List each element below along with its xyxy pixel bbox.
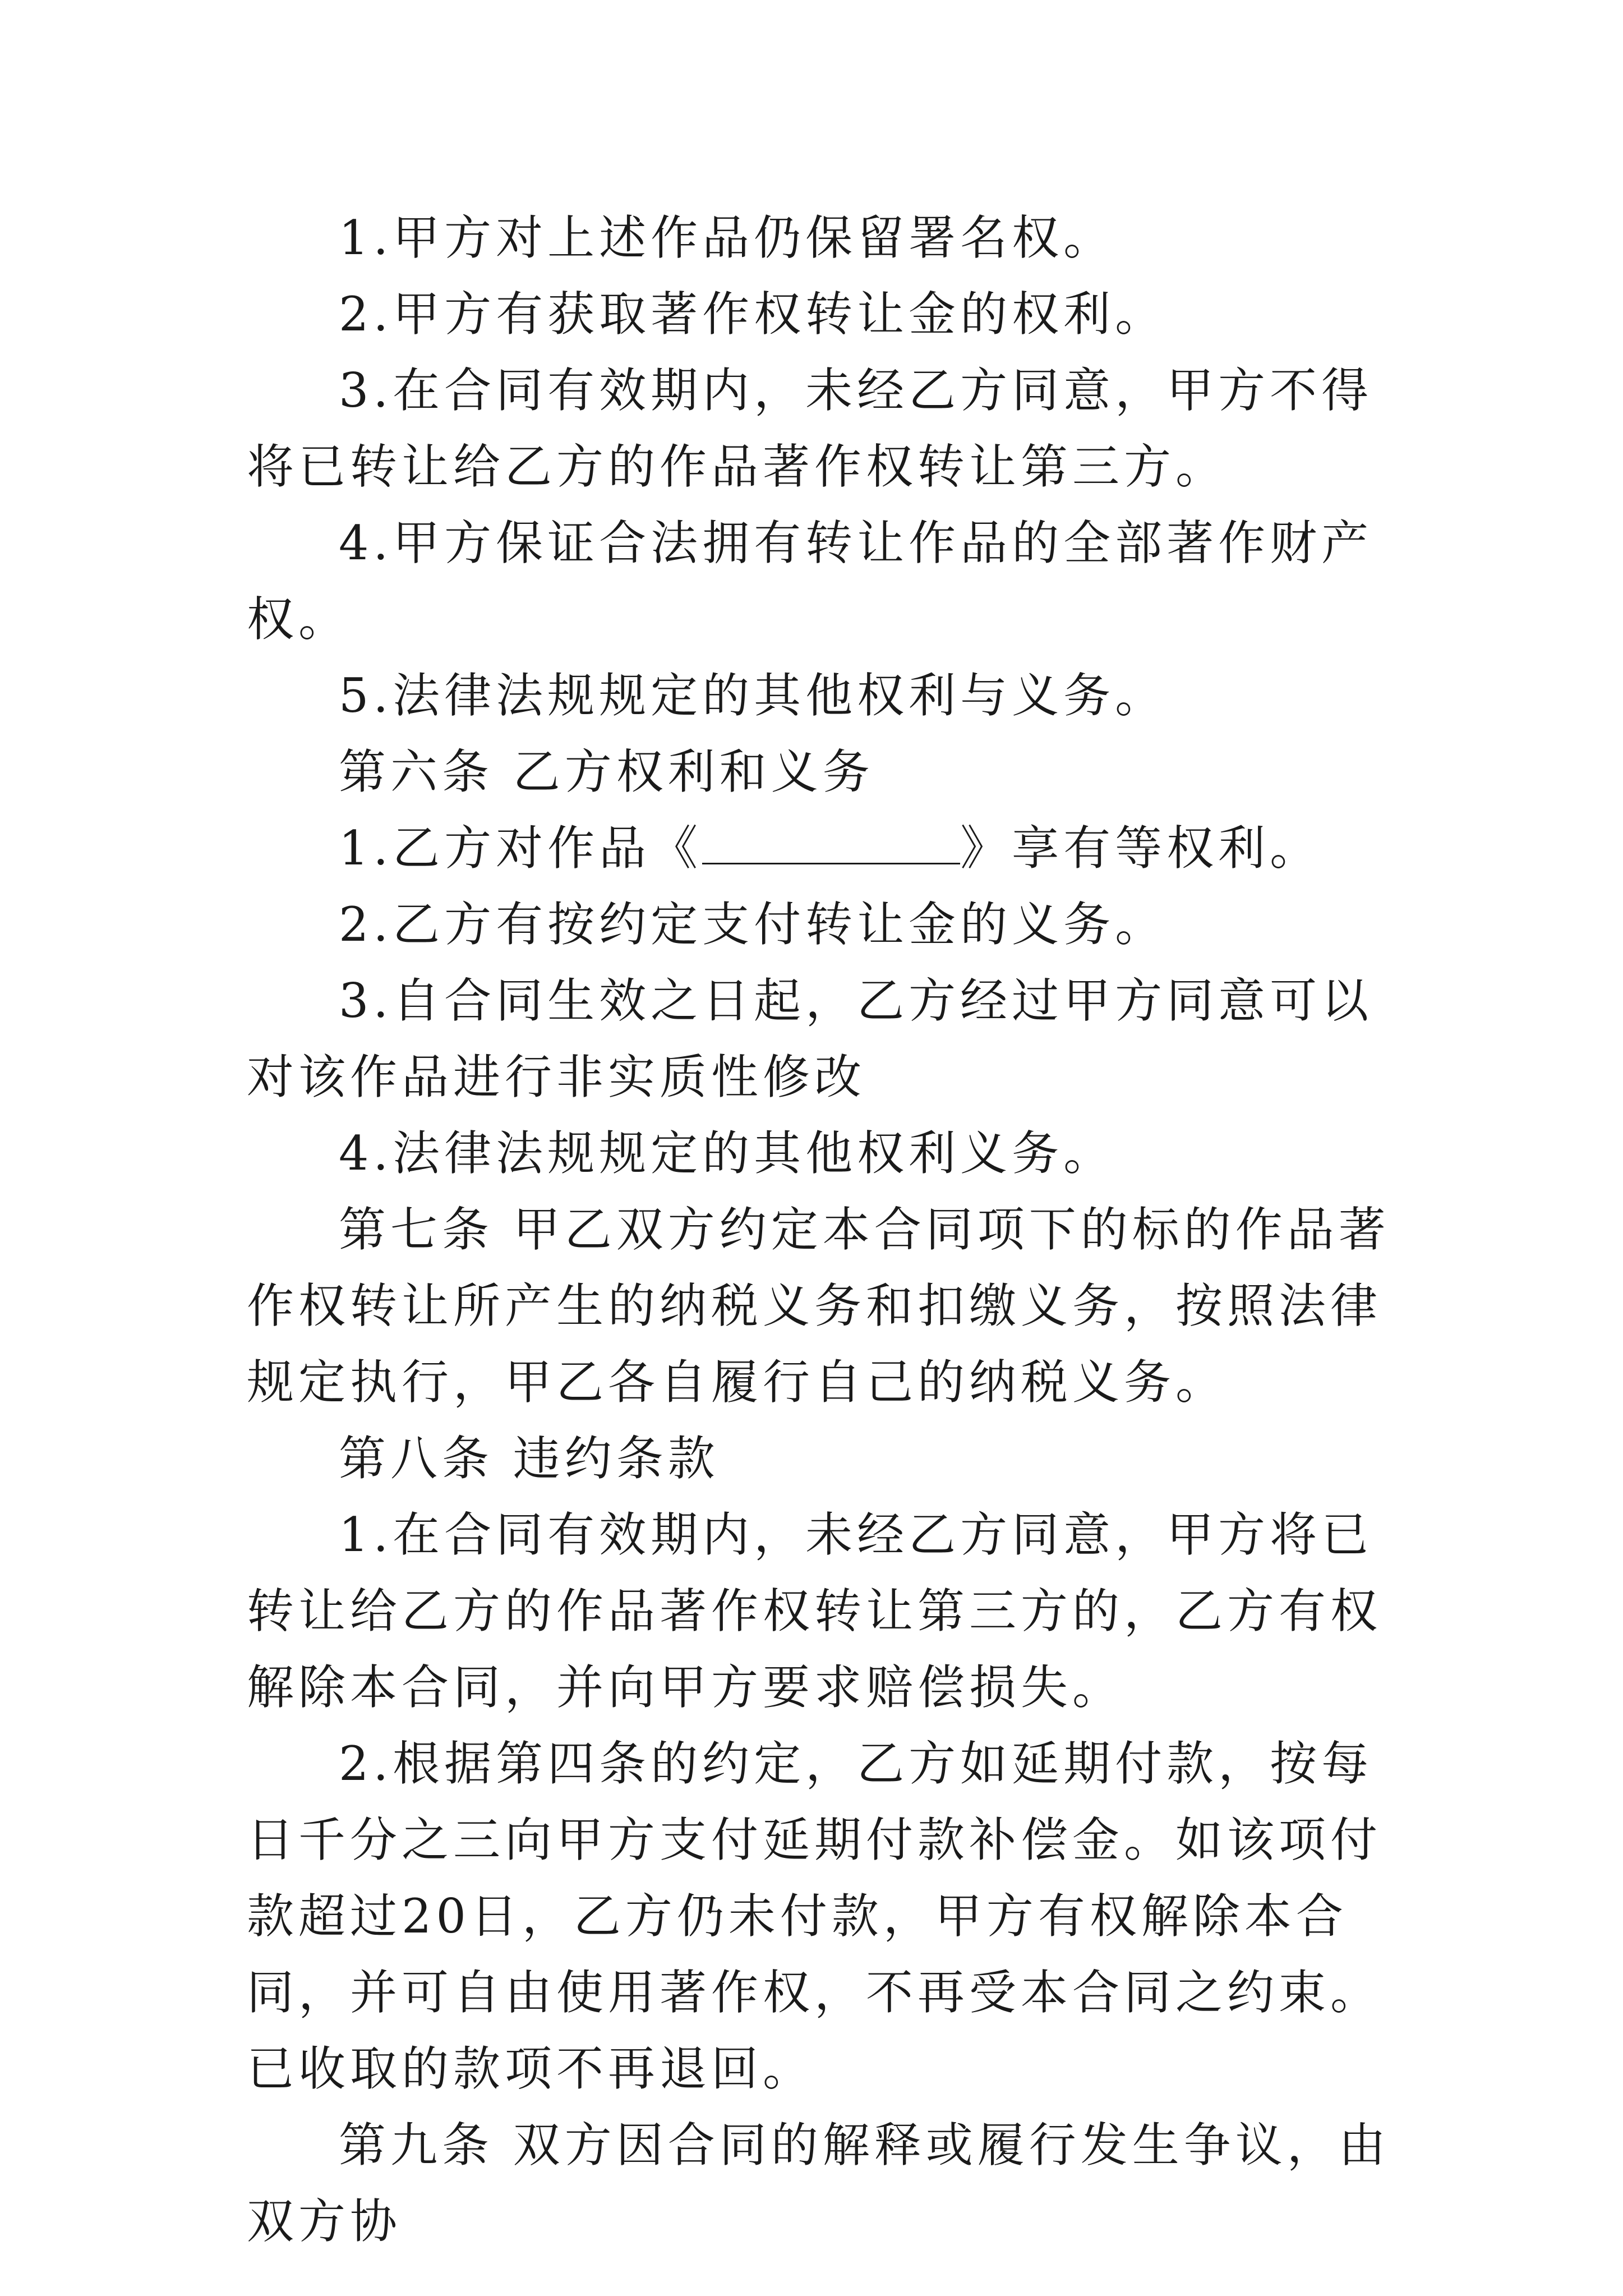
blank-line xyxy=(702,823,960,864)
paragraph: 4.甲方保证合法拥有转让作品的全部著作财产权。 xyxy=(247,516,1373,647)
section-heading: 第八条 违约条款 xyxy=(339,1431,720,1486)
paragraph: 第七条 甲乙双方约定本合同项下的标的作品著作权转让所产生的纳税义务和扣缴义务，按照法律规定执行，甲乙各自履行自己的纳税义务。 xyxy=(247,1202,1390,1410)
paragraph: 3.在合同有效期内，未经乙方同意，甲方不得将已转让给乙方的作品著作权转让第三方。 xyxy=(247,363,1373,494)
paragraph: 1.甲方对上述作品仍保留署名权。 xyxy=(339,210,1115,265)
work-title-before: 1.乙方对作品《 xyxy=(339,821,703,876)
paragraph: 5.法律法规规定的其他权利与义务。 xyxy=(339,668,1167,723)
paragraph: 4.法律法规规定的其他权利义务。 xyxy=(339,1126,1115,1181)
work-title-after: 》享有等权利。 xyxy=(960,821,1322,876)
paragraph: 2.根据第四条的约定，乙方如延期付款，按每日千分之三向甲方支付延期付款补偿金。如该项付款超过20日，乙方仍未付款，甲方有权解除本合同，并可自由使用著作权，不再受本合同之约束。已收取的款项不再退回。 xyxy=(247,1736,1382,2096)
paragraph: 2.乙方有按约定支付转让金的义务。 xyxy=(339,897,1167,952)
document-body xyxy=(247,200,1391,2260)
paragraph: 2.甲方有获取著作权转让金的权利。 xyxy=(339,287,1167,342)
paragraph: 第九条 双方因合同的解释或履行发生争议，由双方协 xyxy=(247,2118,1390,2249)
paragraph-work-title xyxy=(247,810,1391,886)
section-heading: 第六条 乙方权利和义务 xyxy=(339,744,874,799)
paragraph: 3.自合同生效之日起，乙方经过甲方同意可以对该作品进行非实质性修改 xyxy=(247,973,1373,1105)
paragraph: 1.在合同有效期内，未经乙方同意，甲方将已转让给乙方的作品著作权转让第三方的，乙方有权解除本合同，并向甲方要求赔偿损失。 xyxy=(247,1507,1382,1715)
